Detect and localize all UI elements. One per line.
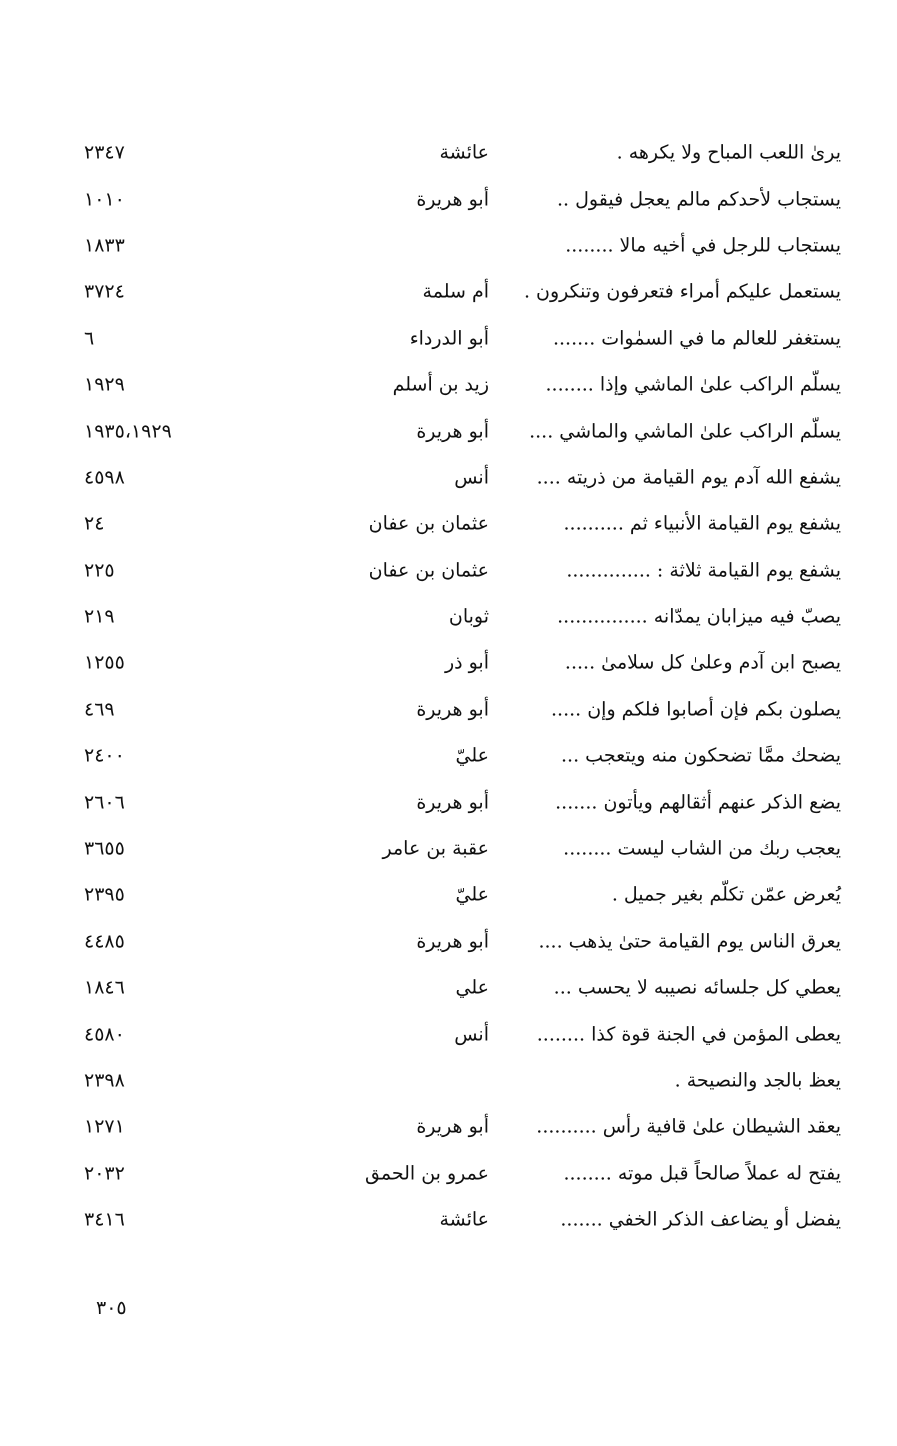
- index-row: [0, 826, 897, 872]
- hadith-number: ٢٤: [84, 512, 105, 535]
- narrator-name: أم سلمة: [422, 280, 489, 303]
- hadith-text: يستعمل عليكم أمراء فتعرفون وتنكرون .: [523, 280, 841, 303]
- narrator-name: ثوبان: [448, 605, 489, 628]
- index-row: [0, 594, 897, 640]
- narrator-name: أبو هريرة: [416, 698, 489, 721]
- hadith-text: يضع الذكر عنهم أثقالهم ويأتون .......: [555, 791, 841, 814]
- index-row: [0, 176, 897, 222]
- hadith-text: يسلّم الراكب علىٰ الماشي والماشي ....: [529, 420, 841, 443]
- hadith-text: يضحك ممَّا تضحكون منه ويتعجب ...: [561, 744, 841, 767]
- narrator-name: عمرو بن الحمق: [365, 1162, 489, 1185]
- narrator-name: عثمان بن عفان: [368, 512, 489, 535]
- index-row: [0, 1058, 897, 1104]
- hadith-index-list: [0, 130, 897, 1243]
- hadith-number: ٢٦٠٦: [84, 791, 125, 814]
- hadith-text: يصبح ابن آدم وعلىٰ كل سلامىٰ .....: [564, 651, 841, 674]
- index-row: [0, 223, 897, 269]
- hadith-number: ١٨٤٦: [84, 976, 125, 999]
- hadith-number: ٣٦٥٥: [84, 837, 125, 860]
- hadith-text: يعظ بالجد والنصيحة .: [674, 1069, 841, 1092]
- hadith-text: يستجاب للرجل في أخيه مالا ........: [565, 234, 841, 257]
- hadith-text: يشفع يوم القيامة الأنبياء ثم ..........: [563, 512, 841, 535]
- hadith-number: ٦: [84, 327, 95, 350]
- narrator-name: أبو هريرة: [416, 420, 489, 443]
- hadith-number: ٢٣٩٨: [84, 1069, 125, 1092]
- hadith-text: يعطي كل جلسائه نصيبه لا يحسب ...: [553, 976, 841, 999]
- page-number: ٣٠٥: [96, 1297, 127, 1319]
- narrator-name: عليّ: [455, 744, 489, 767]
- index-row: [0, 872, 897, 918]
- index-row: [0, 548, 897, 594]
- index-row: [0, 779, 897, 825]
- narrator-name: أبو هريرة: [416, 188, 489, 211]
- index-row: [0, 501, 897, 547]
- hadith-text: يفتح له عملاً صالحاً قبل موته ........: [563, 1162, 841, 1185]
- hadith-text: يعقد الشيطان علىٰ قافية رأس ..........: [536, 1115, 841, 1138]
- hadith-number: ٢٢٥: [84, 559, 115, 582]
- narrator-name: أبو هريرة: [416, 930, 489, 953]
- hadith-number: ١٠١٠: [84, 188, 125, 211]
- hadith-number: ١٩٢٩: [84, 373, 125, 396]
- index-row: [0, 919, 897, 965]
- hadith-number: ١٩٣٥،١٩٢٩: [84, 420, 172, 443]
- narrator-name: عليّ: [455, 883, 489, 906]
- narrator-name: عقبة بن عامر: [382, 837, 489, 860]
- hadith-number: ٢١٩: [84, 605, 115, 628]
- index-row: [0, 455, 897, 501]
- narrator-name: عائشة: [439, 1208, 489, 1231]
- hadith-text: يشفع الله آدم يوم القيامة من ذريته ....: [536, 466, 841, 489]
- hadith-text: يشفع يوم القيامة ثلاثة : ..............: [566, 559, 841, 582]
- hadith-number: ٢٣٤٧: [84, 141, 125, 164]
- hadith-number: ٤٥٨٠: [84, 1023, 125, 1046]
- hadith-number: ١٢٧١: [84, 1115, 125, 1138]
- hadith-text: يستجاب لأحدكم مالم يعجل فيقول ..: [557, 188, 841, 211]
- index-row: [0, 1011, 897, 1057]
- hadith-text: يعطى المؤمن في الجنة قوة كذا ........: [536, 1023, 841, 1046]
- index-row: [0, 316, 897, 362]
- index-row: [0, 1151, 897, 1197]
- index-row: [0, 733, 897, 779]
- hadith-text: يعرق الناس يوم القيامة حتىٰ يذهب ....: [538, 930, 841, 953]
- hadith-number: ٣٧٢٤: [84, 280, 125, 303]
- narrator-name: أبو الدرداء: [409, 327, 489, 350]
- index-row: [0, 640, 897, 686]
- index-row: [0, 1104, 897, 1150]
- hadith-number: ١٢٥٥: [84, 651, 125, 674]
- hadith-text: يصلون بكم فإن أصابوا فلكم وإن .....: [550, 698, 841, 721]
- index-row: [0, 1197, 897, 1243]
- hadith-number: ٢٣٩٥: [84, 883, 125, 906]
- index-row: [0, 408, 897, 454]
- index-row: [0, 965, 897, 1011]
- hadith-number: ٢٤٠٠: [84, 744, 125, 767]
- index-row: [0, 269, 897, 315]
- hadith-text: يُعرض عمّن تكلّم بغير جميل .: [611, 883, 841, 906]
- narrator-name: علي: [455, 976, 489, 999]
- hadith-number: ٤٦٩: [84, 698, 115, 721]
- hadith-text: يعجب ربك من الشاب ليست ........: [563, 837, 841, 860]
- hadith-number: ١٨٣٣: [84, 234, 125, 257]
- hadith-text: يسلّم الراكب علىٰ الماشي وإذا ........: [545, 373, 841, 396]
- narrator-name: أنس: [454, 1023, 489, 1046]
- narrator-name: زيد بن أسلم: [392, 373, 489, 396]
- hadith-number: ٤٥٩٨: [84, 466, 125, 489]
- index-row: [0, 362, 897, 408]
- narrator-name: أبو هريرة: [416, 1115, 489, 1138]
- index-row: [0, 130, 897, 176]
- hadith-text: يفضل أو يضاعف الذكر الخفي .......: [560, 1208, 841, 1231]
- narrator-name: أبو هريرة: [416, 791, 489, 814]
- index-row: [0, 687, 897, 733]
- narrator-name: عثمان بن عفان: [368, 559, 489, 582]
- hadith-number: ٣٤١٦: [84, 1208, 125, 1231]
- hadith-text: يصبّ فيه ميزابان يمدّانه ...............: [557, 605, 841, 628]
- narrator-name: عائشة: [439, 141, 489, 164]
- narrator-name: أنس: [454, 466, 489, 489]
- hadith-number: ٤٤٨٥: [84, 930, 125, 953]
- hadith-number: ٢٠٣٢: [84, 1162, 125, 1185]
- narrator-name: أبو ذر: [444, 651, 489, 674]
- hadith-text: يستغفر للعالم ما في السمٰوات .......: [552, 327, 841, 350]
- hadith-text: يرىٰ اللعب المباح ولا يكرهه .: [616, 141, 841, 164]
